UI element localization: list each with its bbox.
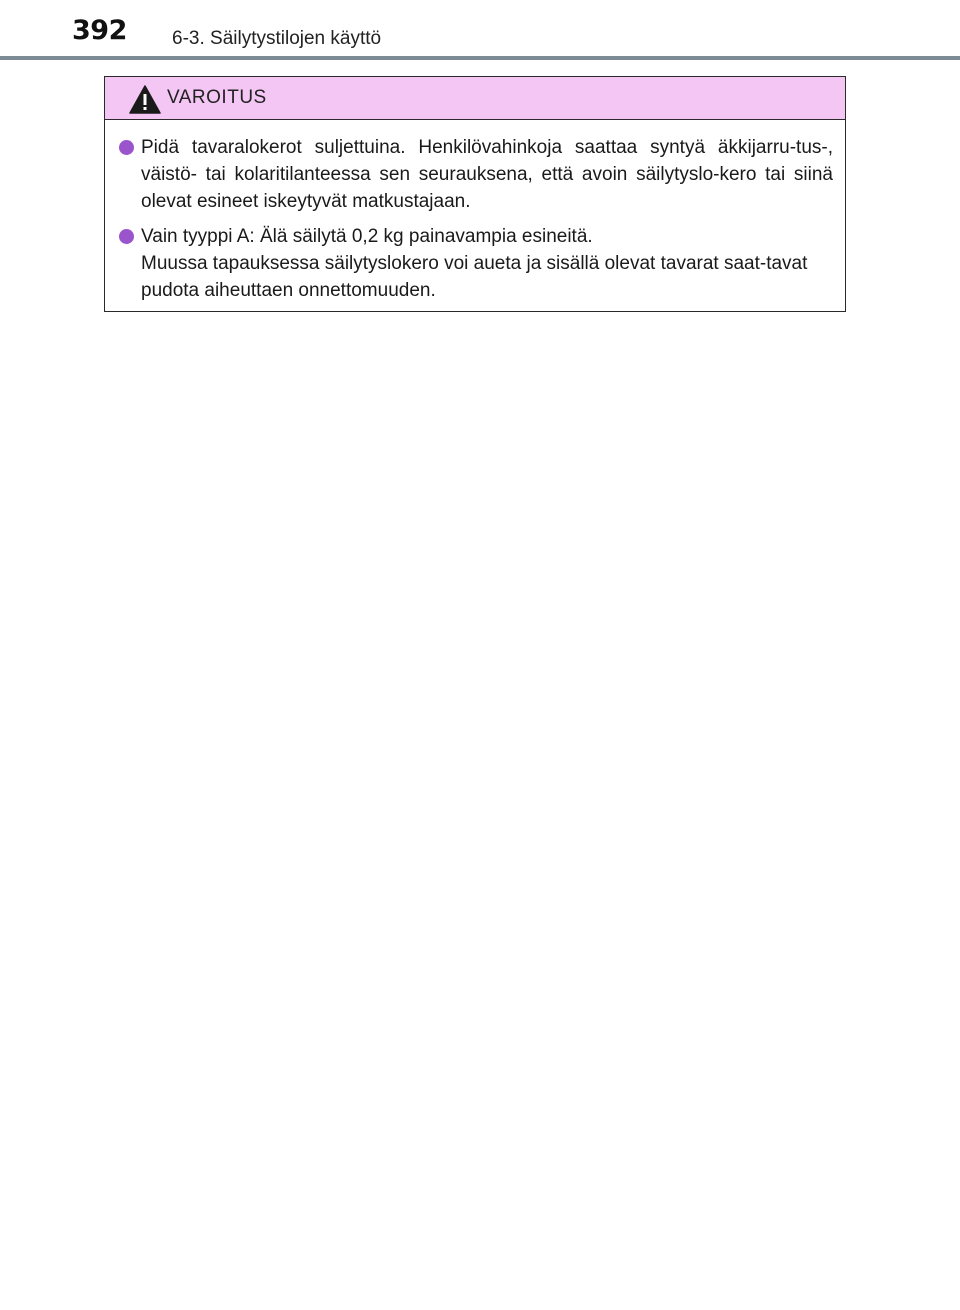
warning-item-line: Vain tyyppi A: Älä säilytä 0,2 kg painavampia esineitä. — [141, 226, 593, 247]
page-header — [0, 0, 960, 49]
warning-box — [104, 76, 846, 312]
warning-title: VAROITUS — [167, 87, 267, 108]
bullet-dot — [119, 229, 134, 244]
warning-item-line: Muussa tapauksessa säilytyslokero voi aueta ja sisällä olevat tavarat saat-tavat pudota aiheuttaen onnettomuuden. — [141, 253, 808, 301]
warning-item — [119, 223, 833, 304]
section-title: 6-3. Säilytystilojen käyttö — [172, 28, 382, 49]
header-divider — [0, 56, 960, 60]
warning-triangle-icon — [129, 85, 161, 114]
warning-body — [105, 120, 845, 304]
page-number: 392 — [72, 15, 127, 46]
warning-item-text: Pidä tavaralokerot suljettuina. Henkilövahinkoja saattaa syntyä äkkijarru-tus-, väistö- tai kolaritilanteessa sen seurauksena, että avoin säilytyslo-kero tai siinä olevat esineet iskeytyvät matkustajaan. — [141, 137, 833, 212]
warning-header — [105, 77, 845, 120]
warning-item — [119, 134, 833, 215]
bullet-dot — [119, 140, 134, 155]
warning-item-text — [141, 223, 833, 304]
